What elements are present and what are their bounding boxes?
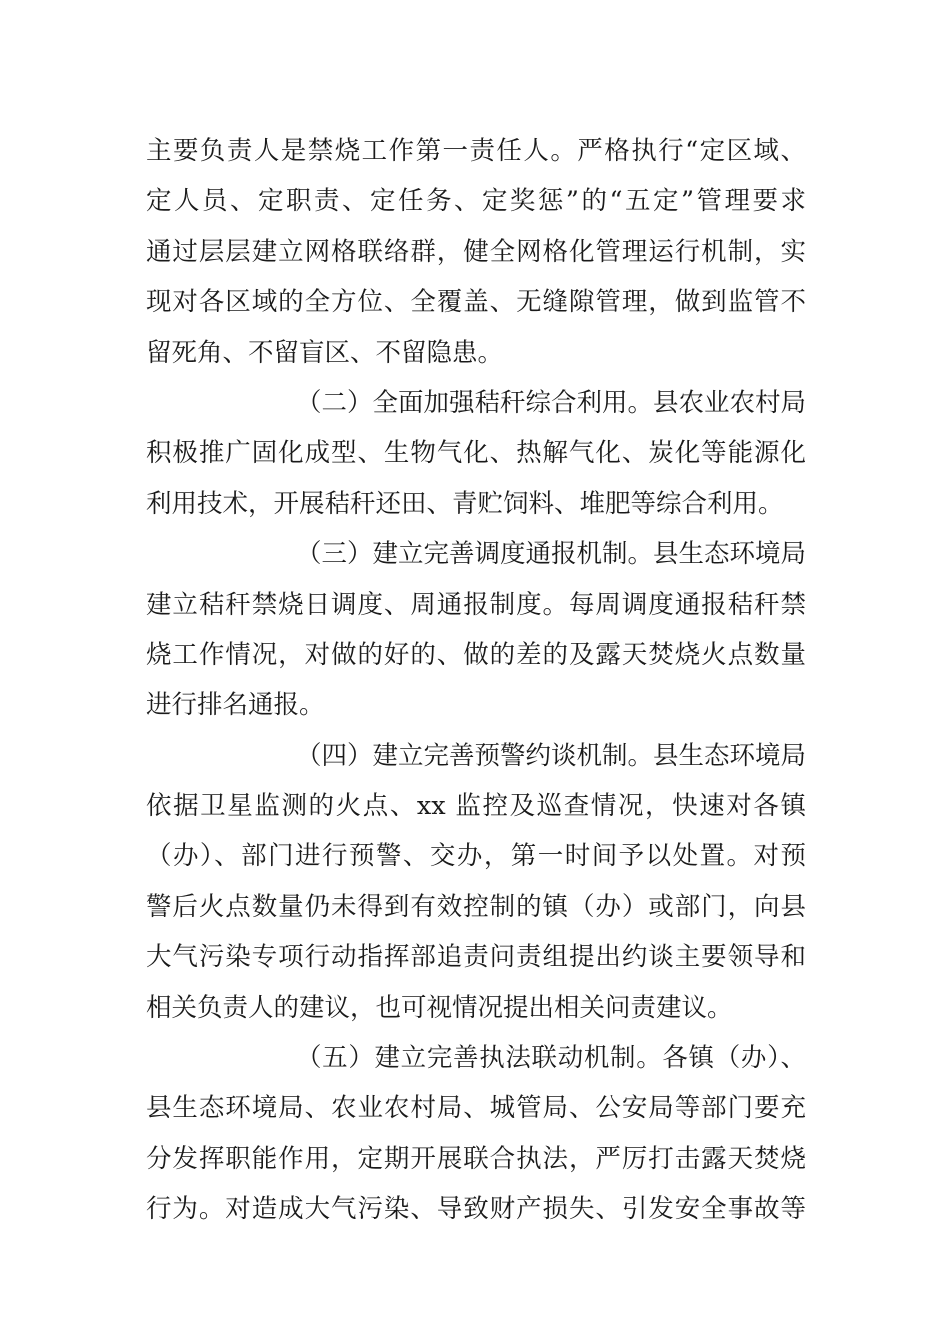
text-line: 县生态环境局、农业农村局、城管局、公安局等部门要充	[146, 1093, 806, 1124]
section-heading-line: （三）建立完善调度通报机制。县生态环境局	[296, 539, 807, 570]
text-line: 利用技术，开展秸秆还田、青贮饲料、堆肥等综合利用。	[146, 488, 784, 519]
text-line: （办）、部门进行预警、交办，第一时间予以处置。对预	[146, 841, 806, 872]
text-line: 现对各区域的全方位、全覆盖、无缝隙管理，做到监管不	[146, 287, 806, 318]
text-line: 警后火点数量仍未得到有效控制的镇（办）或部门，向县	[146, 891, 806, 922]
text-line: 积极推广固化成型、生物气化、热解气化、炭化等能源化	[146, 438, 806, 469]
text-line: 分发挥职能作用，定期开展联合执法，严厉打击露天焚烧	[146, 1143, 806, 1174]
text-line: 主要负责人是禁烧工作第一责任人。严格执行“定区域、	[146, 136, 806, 166]
text-line: 通过层层建立网格联络群，健全网格化管理运行机制，实	[146, 236, 806, 267]
text-line: 相关负责人的建议，也可视情况提出相关问责建议。	[146, 992, 733, 1023]
section-heading-line: （二）全面加强秸秆综合利用。县农业农村局	[296, 387, 807, 418]
text-line: 定人员、定职责、定任务、定奖惩”的“五定”管理要求	[146, 186, 806, 217]
text-line: 留死角、不留盲区、不留隐患。	[146, 337, 504, 368]
text-line: 烧工作情况，对做的好的、做的差的及露天焚烧火点数量	[146, 639, 806, 670]
text-line: 进行排名通报。	[146, 690, 325, 721]
text-line: 大气污染专项行动指挥部追责问责组提出约谈主要领导和	[146, 942, 806, 973]
body-text	[146, 126, 806, 1235]
text-line: 建立秸秆禁烧日调度、周通报制度。每周调度通报秸秆禁	[146, 589, 806, 620]
section-heading-line: （四）建立完善预警约谈机制。县生态环境局	[296, 740, 807, 771]
text-line: 行为。对造成大气污染、导致财产损失、引发安全事故等	[146, 1194, 806, 1225]
text-line: 依据卫星监测的火点、xx 监控及巡查情况，快速对各镇	[146, 791, 806, 822]
section-heading-line: （五）建立完善执法联动机制。各镇（办）、	[296, 1043, 806, 1074]
